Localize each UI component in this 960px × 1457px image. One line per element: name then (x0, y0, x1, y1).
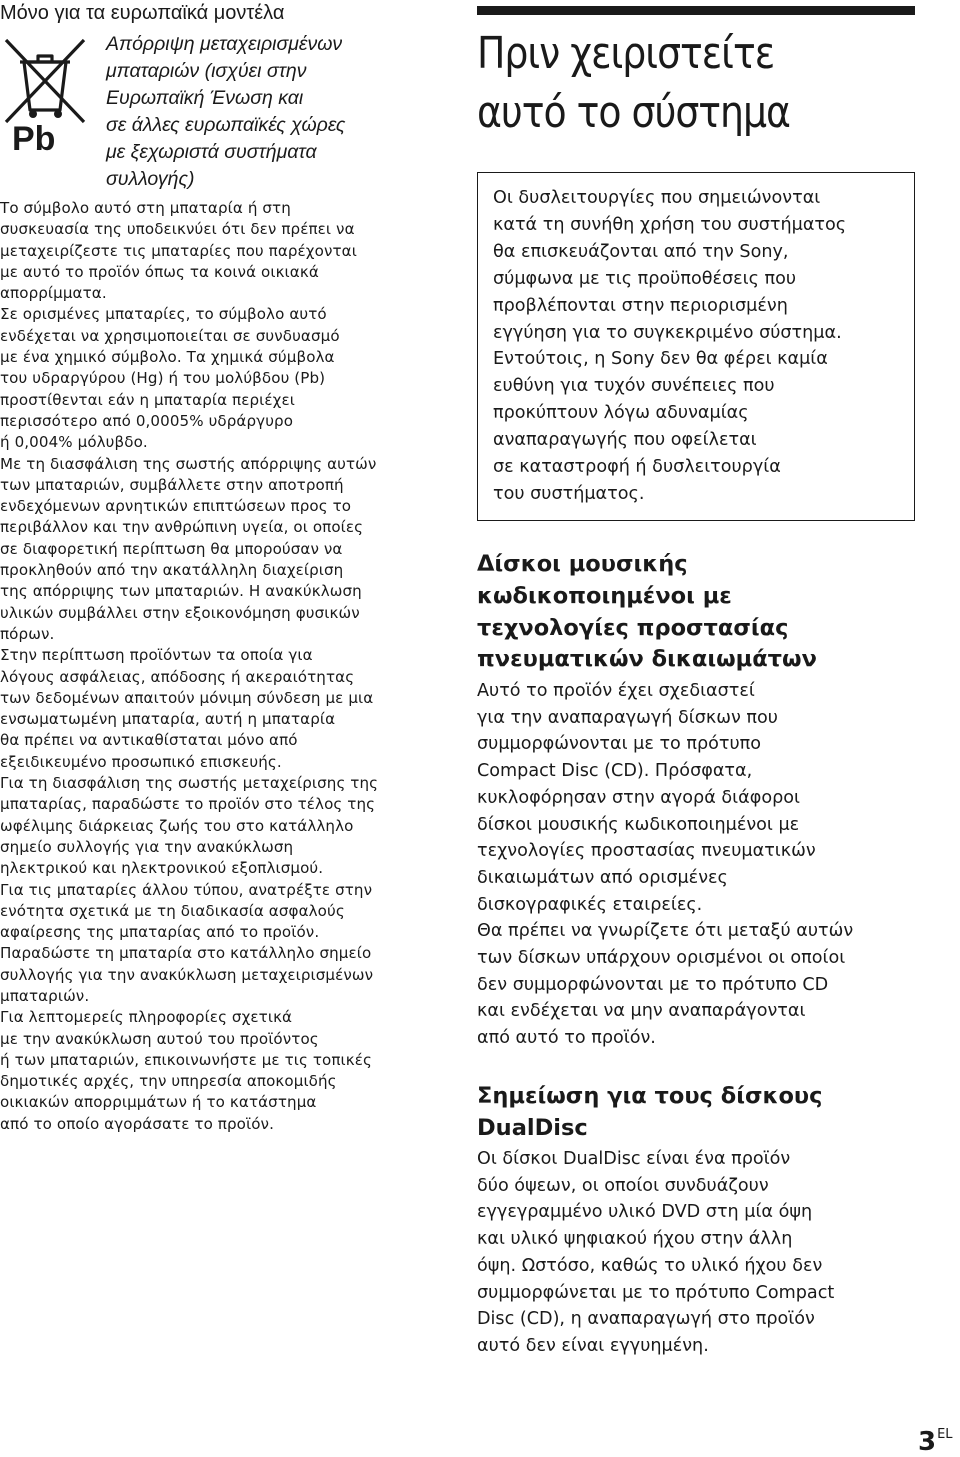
body-line: οικιακών απορριμμάτων ή το κατάστημα (0, 1093, 317, 1112)
crossed-out-wheelie-bin-icon (0, 36, 92, 156)
notice-line: εγγύηση για το συγκεκριμένο σύστημα. (493, 322, 842, 343)
body-line: ενότητα σχετικά με τη διαδικασία ασφαλούς (0, 901, 345, 920)
heading-line: Ευρωπαϊκή Ένωση και (106, 87, 304, 109)
body-line: πόρων. (0, 624, 55, 643)
notice-line: προβλέπονται στην περιορισμένη (493, 295, 788, 316)
body-line: μπαταριών. (0, 986, 90, 1005)
body-line: δικαιωμάτων από ορισμένες (477, 867, 728, 888)
body-line: Θα πρέπει να γνωρίζετε ότι μεταξύ αυτών (477, 921, 854, 942)
notice-line: ευθύνη για τυχόν συνέπειες που (493, 376, 775, 397)
body-line: και ενδέχεται να μην αναπαράγονται (477, 1001, 806, 1022)
body-line: για την αναπαραγωγή δίσκων που (477, 707, 778, 728)
heading-line: Απόρριψη μεταχειρισμένων (106, 33, 343, 55)
body-line: Με τη διασφάλιση της σωστής απόρριψης αυτών (0, 454, 377, 473)
body-line: ενδέχεται να χρησιμοποιείται σε συνδυασμό (0, 326, 340, 345)
body-line: τεχνολογίες προστασίας πνευματικών (477, 841, 816, 862)
page-title (477, 24, 790, 142)
body-line: και υλικό ψηφιακού ήχου στην άλλη (477, 1229, 793, 1250)
dualdisc-text (477, 1146, 834, 1360)
body-line: των δίσκων υπάρχουν ορισμένοι οι οποίοι (477, 948, 846, 969)
body-line: με την ανακύκλωση αυτού του προϊόντος (0, 1029, 319, 1048)
body-line: μπαταρίας, παραδώστε το προϊόν στο τέλος της (0, 795, 376, 814)
body-line: ενδεχόμενων αρνητικών επιπτώσεων προς το (0, 497, 352, 516)
dualdisc-heading (477, 1081, 822, 1145)
body-line: σε διαφορετική περίπτωση θα μπορούσαν να (0, 539, 343, 558)
notice-line: αναπαραγωγής που οφείλεται (493, 430, 757, 451)
heading-line: Σημείωση για τους δίσκους (477, 1083, 823, 1109)
heading-line: συλλογής) (106, 168, 195, 190)
body-line: ωφέλιμης διάρκειας ζωής του στο κατάλληλο (0, 816, 354, 835)
title-line: αυτό το σύστημα (477, 87, 790, 138)
notice-line: του συστήματος. (493, 483, 645, 504)
battery-disposal-heading (106, 31, 436, 193)
body-line: Σε ορισμένες μπαταρίες, το σύμβολο αυτό (0, 305, 327, 324)
body-line: ενσωματωμένη μπαταρία, αυτή η μπαταρία (0, 710, 336, 729)
body-line: προστίθενται εάν η μπαταρία περιέχει (0, 390, 295, 409)
body-line: αφαίρεσης της μπαταρίας από το προϊόν. (0, 923, 320, 942)
notice-line: Οι δυσλειτουργίες που σημειώνονται (493, 188, 821, 208)
body-line: περιβάλλον και την ανθρώπινη υγεία, οι οποίες (0, 518, 364, 537)
notice-line: σε καταστροφή ή δυσλειτουργία (493, 457, 781, 478)
body-line: από το οποίο αγοράσατε το προϊόν. (0, 1114, 274, 1133)
body-line: θα πρέπει να αντικαθίσταται μόνο από (0, 731, 298, 750)
body-line: Για τη διασφάλιση της σωστής μεταχείρισης της (0, 774, 379, 793)
heading-line: κωδικοποιημένοι με (477, 582, 732, 609)
body-line: δίσκοι μουσικής κωδικοποιημένοι με (477, 814, 800, 835)
battery-disposal-text (0, 198, 452, 1135)
body-line: δισκογραφικές εταιρείες. (477, 894, 703, 915)
heading-line: τεχνολογίες προστασίας (477, 614, 789, 641)
body-line: ηλεκτρικού και ηλεκτρονικού εξοπλισμού. (0, 859, 324, 878)
heading-line: σε άλλες ευρωπαϊκές χώρες (106, 114, 346, 136)
title-rule (477, 6, 915, 15)
body-line: του υδραργύρου (Hg) ή του μολύβδου (Pb) (0, 369, 326, 388)
body-line: προκληθούν από την ακατάλληλη διαχείριση (0, 561, 344, 580)
body-line: απορρίμματα. (0, 284, 107, 303)
body-line: Στην περίπτωση προϊόντων τα οποία για (0, 646, 313, 665)
body-line: των μπαταριών, συμβάλλετε στην αποτροπή (0, 475, 344, 494)
body-line: συμμορφώνονται με το πρότυπο (477, 734, 762, 755)
heading-line: μπαταριών (ισχύει στην (106, 60, 307, 82)
body-line: ή 0,004% μόλυβδο. (0, 433, 148, 452)
body-line: μεταχειρίζεστε τις μπαταρίες που παρέχονται (0, 241, 357, 260)
notice-line: σύμφωνα με τις προϋποθέσεις που (493, 268, 797, 289)
notice-line: προκύπτουν λόγω αδυναμίας (493, 403, 749, 424)
body-line: κυκλοφόρησαν στην αγορά διάφοροι (477, 787, 800, 808)
notice-line: κατά τη συνήθη χρήση του συστήματος (493, 214, 847, 235)
body-line: των δεδομένων απαιτούν μόνιμη σύνδεση με μια (0, 688, 374, 707)
body-line: εξειδικευμένο προσωπικό επισκευής. (0, 752, 282, 771)
language-code: EL (937, 1427, 953, 1442)
body-line: Το σύμβολο αυτό στη μπαταρία ή στη (0, 199, 291, 217)
body-line: δημοτικές αρχές, την υπηρεσία αποκομιδής (0, 1072, 337, 1091)
body-line: Για λεπτομερείς πληροφορίες σχετικά (0, 1008, 293, 1027)
body-line: Παραδώστε τη μπαταρία στο κατάλληλο σημείο (0, 944, 372, 963)
notice-line: θα επισκευάζονται από την Sony, (493, 241, 789, 262)
body-line: περισσότερο από 0,0005% υδράργυρο (0, 411, 294, 430)
body-line: της απόρριψης των μπαταριών. Η ανακύκλωση (0, 582, 362, 601)
body-line: εγγεγραμμένο υλικό DVD στη μία όψη (477, 1202, 813, 1223)
body-line: Οι δίσκοι DualDisc είναι ένα προϊόν (477, 1149, 791, 1169)
body-line: Για τις μπαταρίες άλλου τύπου, ανατρέξτε στην (0, 880, 373, 899)
body-line: ή των μπαταριών, επικοινωνήστε με τις τοπικές (0, 1050, 372, 1069)
body-line: δύο όψεων, οι οποίοι συνδυάζουν (477, 1175, 769, 1196)
body-line: όψη. Ωστόσο, καθώς το υλικό ήχου δεν (477, 1255, 823, 1276)
pb-label: Pb (12, 120, 56, 156)
copy-protection-heading (477, 549, 817, 676)
region-title: Μόνο για τα ευρωπαϊκά μοντέλα (0, 2, 285, 24)
body-line: συλλογής για την ανακύκλωση μεταχειρισμένων (0, 965, 374, 984)
heading-line: με ξεχωριστά συστήματα (106, 141, 317, 163)
notice-line: Εντούτοις, η Sony δεν θα φέρει καμία (493, 349, 828, 370)
body-line: από αυτό το προϊόν. (477, 1028, 656, 1049)
body-line: με αυτό το προϊόν όπως τα κοινά οικιακά (0, 262, 319, 281)
body-line: Αυτό το προϊόν έχει σχεδιαστεί (477, 681, 755, 701)
body-line: σημείο συλλογής για την ανακύκλωση (0, 837, 294, 856)
body-line: Disc (CD), η αναπαραγωγή στο προϊόν (477, 1309, 815, 1330)
body-line: με ένα χημικό σύμβολο. Τα χημικά σύμβολα (0, 348, 335, 367)
body-line: δεν συμμορφώνονται με το πρότυπο CD (477, 974, 829, 995)
body-line: λόγους ασφάλειας, απόδοσης ή ακεραιότητας (0, 667, 355, 686)
heading-line: DualDisc (477, 1114, 588, 1141)
body-line: συμμορφώνεται με το πρότυπο Compact (477, 1282, 835, 1303)
copy-protection-text (477, 678, 853, 1052)
page-number-digit: 3 (918, 1427, 937, 1457)
body-line: αυτό δεν είναι εγγυημένη. (477, 1335, 709, 1356)
body-line: υλικών συμβάλλει στην εξοικονόμηση φυσικών (0, 603, 360, 622)
warranty-notice-box (477, 172, 915, 521)
body-line: Compact Disc (CD). Πρόσφατα, (477, 761, 753, 782)
heading-line: Δίσκοι μουσικής (477, 551, 688, 577)
body-line: συσκευασία της υποδεικνύει ότι δεν πρέπει να (0, 220, 355, 239)
title-line: Πριν χειριστείτε (477, 28, 775, 79)
heading-line: πνευματικών δικαιωμάτων (477, 646, 817, 673)
page-number (918, 1420, 953, 1457)
